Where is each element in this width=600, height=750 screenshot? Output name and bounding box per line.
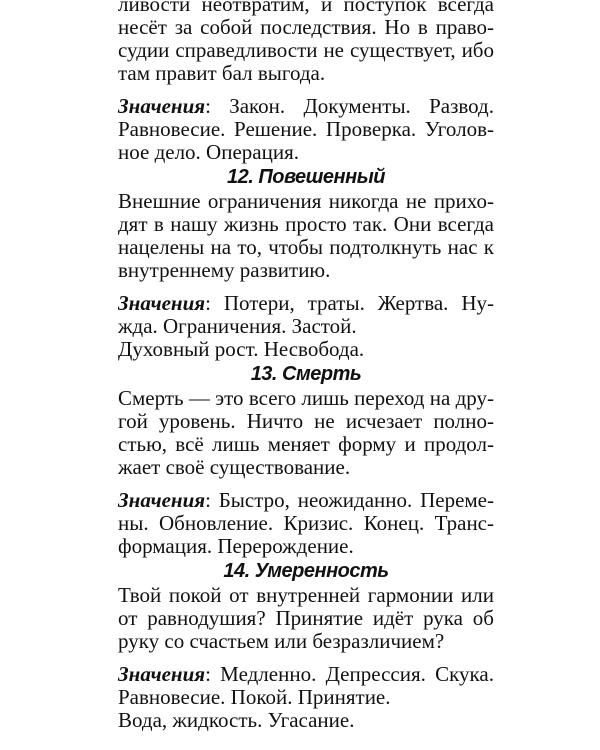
meaning-line: Равновесие. Решение. Проверка. Уголов-	[118, 117, 494, 141]
meaning-line: Значения: Медленно. Депрессия. Скука.	[118, 662, 494, 686]
meanings-label: Значения	[118, 662, 206, 686]
text-line: Внешние ограничения никогда не прихо-	[118, 189, 494, 213]
text-line: несёт за собой последствия. Но в право-	[118, 15, 494, 39]
section-paragraph-14	[118, 584, 494, 653]
intro-meanings	[118, 95, 494, 164]
text-line: руку со счастьем или безразличием?	[118, 629, 445, 653]
text-line: ливости неотвратим, и поступок всегда	[118, 0, 494, 16]
text-line: Твой покой от внутренней гармонии или	[118, 583, 494, 607]
section-meanings-14	[118, 663, 494, 732]
meanings-label: Значения	[118, 291, 206, 315]
meaning-line: Значения: Быстро, неожиданно. Переме-	[118, 488, 494, 512]
text-line: Смерть — это всего лишь переход на дру-	[118, 386, 494, 410]
meaning-line: жда. Ограничения. Застой.	[118, 314, 357, 338]
section-title-14: 14. Умеренность	[223, 560, 389, 582]
text-line: судии справедливости не существует, ибо	[118, 38, 494, 62]
text-line: жает своё существование.	[118, 455, 351, 479]
meanings-label: Значения	[118, 94, 206, 118]
section-title-12: 12. Повешенный	[226, 166, 386, 188]
meaning-line: Значения: Потери, траты. Жертва. Ну-	[118, 291, 494, 315]
meaning-line: Равновесие. Покой. Принятие.	[118, 685, 391, 709]
text-line: нацелены на то, чтобы подтолкнуть нас к	[118, 235, 494, 259]
intro-paragraph	[118, 0, 494, 85]
section-meanings-13	[118, 489, 494, 558]
meaning-line: ны. Обновление. Кризис. Конец. Транс-	[118, 511, 494, 535]
section-paragraph-12	[118, 190, 494, 282]
text-line: дят в нашу жизнь просто так. Они всегда	[118, 212, 494, 236]
meaning-line: формация. Перерождение.	[118, 534, 354, 558]
text-line: гой уровень. Ничто не исчезает полно-	[118, 409, 494, 433]
meaning-line: Духовный рост. Несвобода.	[118, 337, 365, 361]
section-title-13: 13. Смерть	[250, 363, 362, 385]
meaning-line: Значения: Закон. Документы. Развод.	[118, 94, 494, 118]
text-line: стью, всё лишь меняет форму и продол-	[118, 432, 494, 456]
text-line: там правит бал выгода.	[118, 61, 326, 85]
meaning-line: ное дело. Операция.	[118, 140, 299, 164]
section-paragraph-13	[118, 387, 494, 479]
meaning-line: Вода, жидкость. Угасание.	[118, 708, 355, 732]
text-line: от равнодушия? Принятие идёт рука об	[118, 606, 494, 630]
text-line: внутреннему развитию.	[118, 258, 331, 282]
meanings-label: Значения	[118, 488, 206, 512]
text-column	[118, 0, 494, 732]
section-meanings-12	[118, 292, 494, 361]
